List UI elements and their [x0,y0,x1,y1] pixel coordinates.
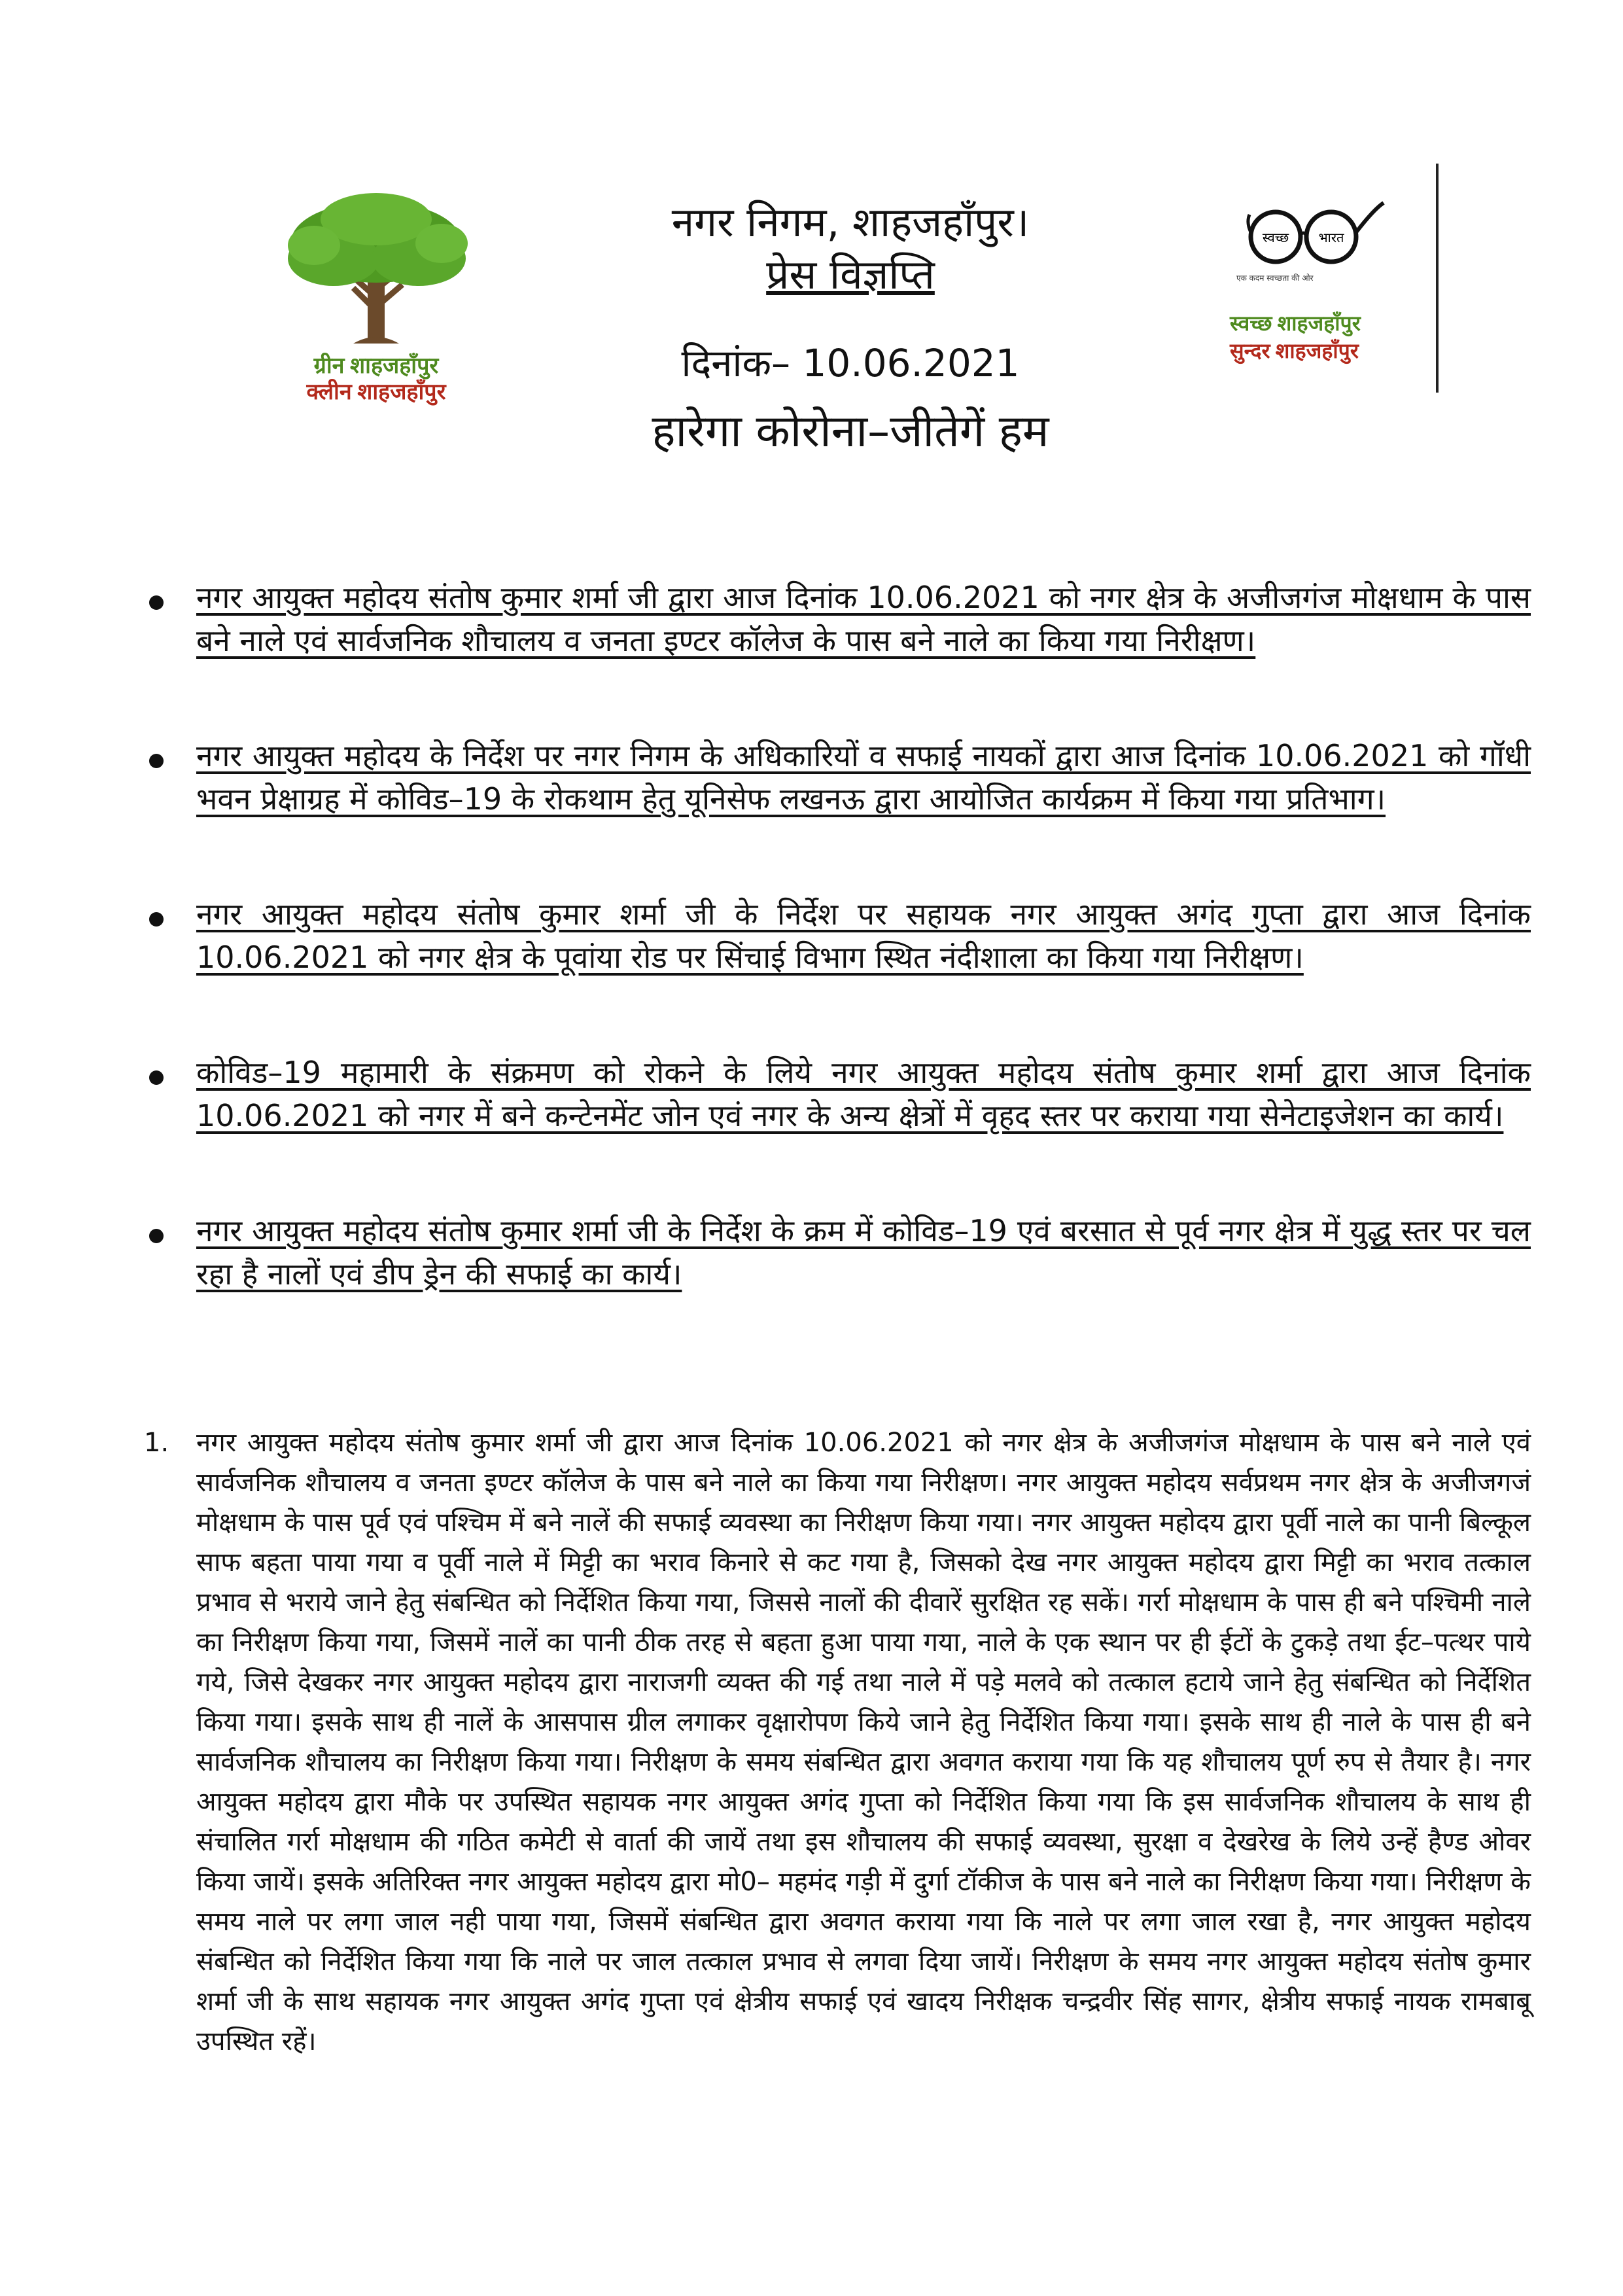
swachh-bharat-spectacles-icon [1230,196,1387,275]
logo-tagline-clean: क्लीन शाहजहाँपुर [306,380,446,404]
bullet-item [144,576,1531,662]
page-title: नगर निगम, शाहजहाँपुर। [671,198,1030,246]
press-release-heading: प्रेस विज्ञप्ति [766,251,935,298]
bullet-text: नगर आयुक्त महोदय संतोष कुमार शर्मा जी के निर्देश पर सहायक नगर आयुक्त अगंद गुप्ता द्वारा आज दिनांक 10.06.2021 को नगर क्षेत्र के पूवांया रोड पर सिंचाई विभाग स्थित नंदीशाला का किया गया निरीक्षण। [196,896,1531,975]
slogan: हारेगा कोरोना–जीतेगें हम [652,406,1049,457]
bullet-text: नगर आयुक्त महोदय संतोष कुमार शर्मा जी के निर्देश के क्रम में कोविड–19 एवं बरसात से पूर्व नगर क्षेत्र में युद्ध स्तर पर चल रहा है नालों एवं डीप ड्रेन की सफाई का कार्य। [196,1213,1531,1292]
header-divider [1436,164,1439,393]
bullet-icon [149,595,164,610]
bullet-item [144,892,1531,979]
bullet-list [144,576,1531,1368]
swachh-bharat-logo [1217,196,1413,393]
green-shahjahanpur-logo [249,190,504,412]
logo-tagline-sundar: सुन्दर शाहजहाँपुर [1230,339,1359,362]
bullet-text: नगर आयुक्त महोदय के निर्देश पर नगर निगम के अधिकारियों व सफाई नायकों द्वारा आज दिनांक 10.06.2021 को गॉधी भवन प्रेक्षाग्रह में कोविड–19 के रोकथाम हेतु यूनिसेफ लखनऊ द्वारा आयोजित कार्यक्रम में किया गया प्रतिभाग। [196,738,1531,817]
detail-paragraph [144,1423,1531,2062]
bullet-icon [149,1229,164,1243]
bullet-item [144,1209,1531,1296]
paragraph-text: नगर आयुक्त महोदय संतोष कुमार शर्मा जी द्वारा आज दिनांक 10.06.2021 को नगर क्षेत्र के अजीजगंज मोक्षधाम के पास बने नाले एवं सार्वजनिक शौचालय व जनता इण्टर कॉलेज के पास बने नाले का किया गया निरीक्षण। नगर आयुक्त महोदय सर्वप्रथम नगर क्षेत्र के अजीजगजं मोक्षधाम के पास पूर्व एवं पश्चिम में बने नालें की सफाई व्यवस्था का निरीक्षण किया गया। नगर आयुक्त महोदय द्वारा पूर्वी नाले का पानी बिल्कूल साफ बहता पाया गया व पूर्वी नाले में मिट्टी का भराव किनारे से कट गया है, जिसको देख नगर आयुक्त महोदय द्वारा मिट्टी का भराव तत्काल प्रभाव से भराये जाने हेतु संबन्धित को निर्देशित किया गया, जिससे नालों की दीवारें सुरक्षित रह सकें। गर्रा मोक्षधाम के पास ही बने पश्चिमी नाले का निरीक्षण किया गया, जिसमें नालें का पानी ठीक तरह से बहता हुआ पाया गया, नाले के एक स्थान पर ही ईटों के टुकड़े तथा ईट–पत्थर पाये गये, जिसे देखकर नगर आयुक्त महोदय द्वारा नाराजगी व्यक्त की गई तथा नाले में पड़े मलवे को तत्काल हटाये जाने हेतु संबन्धित को निर्देशित किया गया। इसके साथ ही नालें के आसपास ग्रील लगाकर वृक्षारोपण किये जाने हेतु निर्देशित किया गया। इसके साथ ही नाले के पास ही बने सार्वजनिक शौचालय का निरीक्षण किया गया। निरीक्षण के समय संबन्धित द्वारा अवगत कराया गया कि यह शौचालय पूर्ण रुप से तैयार है। नगर आयुक्त महोदय द्वारा मौके पर उपस्थित सहायक नगर आयुक्त अगंद गुप्ता को निर्देशित किया गया कि इस सार्वजनिक शौचालय के साथ ही संचालित गर्रा मोक्षधाम की गठित कमेटी से वार्ता की जायें तथा इस शौचालय की सफाई व्यवस्था, सुरक्षा व देखरेख के लिये उन्हें हैण्ड ओवर किया जायें। इसके अतिरिक्त नगर आयुक्त महोदय द्वारा मो0– महमंद गड़ी में दुर्गा टॉकीज के पास बने नाले का निरीक्षण किया गया। निरीक्षण के समय नाले पर लगा जाल नही पाया गया, जिसमें संबन्धित द्वारा अवगत कराया गया कि नाले पर लगा जाल रखा है, नगर आयुक्त महोदय संबन्धित को निर्देशित किया गया कि नाले पर जाल तत्काल प्रभाव से लगवा दिया जायें। निरीक्षण के समय नगर आयुक्त महोदय संतोष कुमार शर्मा जी के साथ सहायक नगर आयुक्त अगंद गुप्ता एवं क्षेत्रीय सफाई एवं खादय निरीक्षक चन्द्रवीर सिंह सागर, क्षेत्रीय सफाई नायक रामबाबू उपस्थित रहें। [196,1428,1531,2057]
paragraph-number: 1. [144,1428,169,1458]
bullet-text: नगर आयुक्त महोदय संतोष कुमार शर्मा जी द्वारा आज दिनांक 10.06.2021 को नगर क्षेत्र के अजीजगंज मोक्षधाम के पास बने नाले एवं सार्वजनिक शौचालय व जनता इण्टर कॉलेज के पास बने नाले का किया गया निरीक्षण। [196,580,1531,658]
logo-tagline-green: ग्रीन शाहजहाँपुर [313,354,439,378]
tree-icon [281,190,471,353]
bullet-icon [149,754,164,768]
letterhead [556,196,1145,461]
bullet-item [144,1051,1531,1137]
swachh-tagline: एक कदम स्वच्छता की ओर [1236,274,1314,283]
logo-tagline-swachh: स्वच्छ शाहजहाँपुर [1230,311,1361,335]
lens-right-text: भारत [1318,230,1344,245]
lens-left-text: स्वच्छ [1262,230,1289,245]
bullet-icon [149,912,164,927]
bullet-item [144,734,1531,821]
bullet-icon [149,1070,164,1085]
date-line: दिनांक– 10.06.2021 [681,341,1020,385]
bullet-text: कोविड–19 महामारी के संक्रमण को रोकने के लिये नगर आयुक्त महोदय संतोष कुमार शर्मा द्वारा आज दिनांक 10.06.2021 को नगर में बने कन्टेनमेंट जोन एवं नगर के अन्य क्षेत्रों में वृहद स्तर पर कराया गया सेनेटाइजेशन का कार्य। [196,1055,1531,1133]
